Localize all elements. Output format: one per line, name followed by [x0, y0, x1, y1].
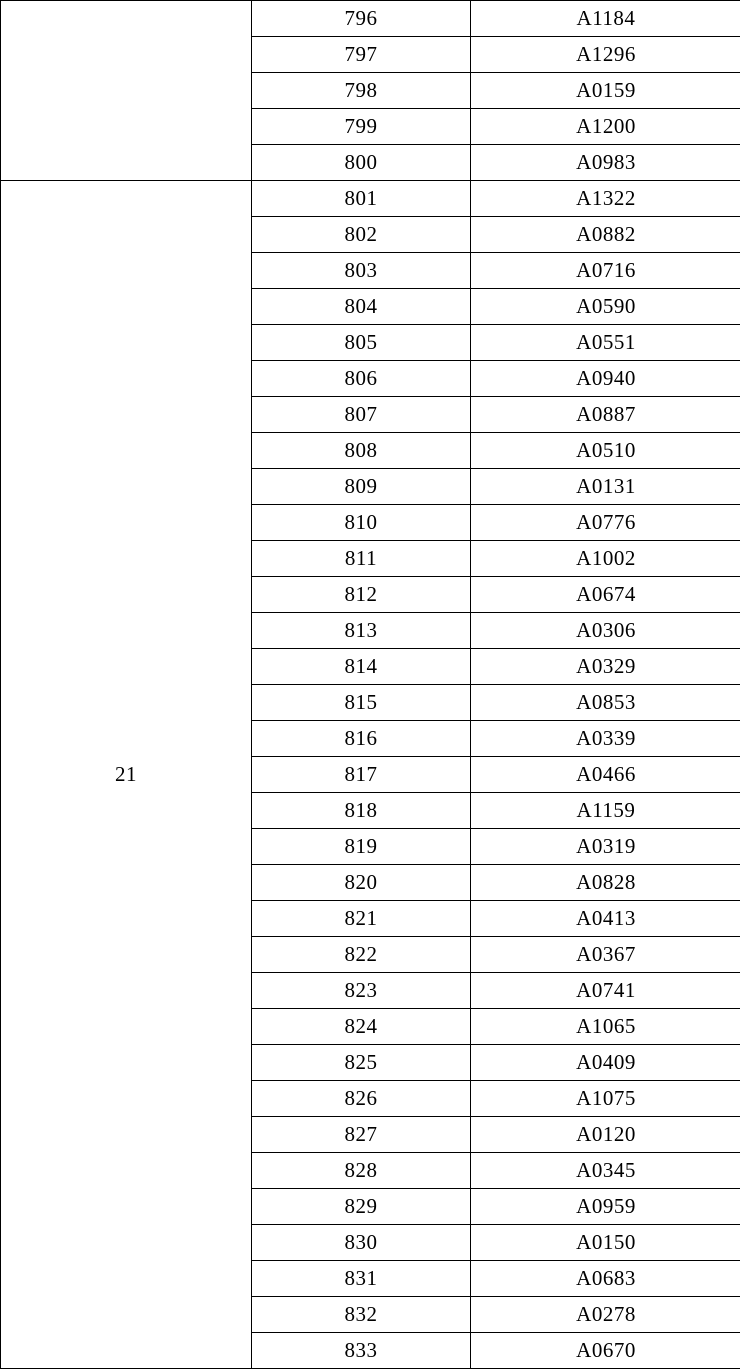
code-cell: A1065: [471, 1009, 740, 1045]
code-cell: A0367: [471, 937, 740, 973]
code-cell: A0683: [471, 1261, 740, 1297]
sequence-cell: 816: [252, 721, 471, 757]
group-cell: [1, 1, 252, 181]
code-cell: A0983: [471, 145, 740, 181]
code-cell: A0940: [471, 361, 740, 397]
table-row: [1, 181, 740, 217]
sequence-cell: 829: [252, 1189, 471, 1225]
sequence-cell: 797: [252, 37, 471, 73]
sequence-cell: 820: [252, 865, 471, 901]
sequence-cell: 833: [252, 1333, 471, 1369]
code-cell: A0959: [471, 1189, 740, 1225]
sequence-cell: 807: [252, 397, 471, 433]
sequence-cell: 828: [252, 1153, 471, 1189]
code-cell: A0716: [471, 253, 740, 289]
sequence-cell: 823: [252, 973, 471, 1009]
code-cell: A1200: [471, 109, 740, 145]
sequence-cell: 804: [252, 289, 471, 325]
sequence-cell: 822: [252, 937, 471, 973]
code-cell: A0828: [471, 865, 740, 901]
sequence-cell: 810: [252, 505, 471, 541]
sequence-cell: 831: [252, 1261, 471, 1297]
code-cell: A0551: [471, 325, 740, 361]
code-cell: A0882: [471, 217, 740, 253]
sequence-cell: 798: [252, 73, 471, 109]
code-cell: A0466: [471, 757, 740, 793]
sequence-cell: 803: [252, 253, 471, 289]
code-cell: A0131: [471, 469, 740, 505]
code-cell: A0590: [471, 289, 740, 325]
sequence-cell: 824: [252, 1009, 471, 1045]
sequence-cell: 818: [252, 793, 471, 829]
records-table-body: [1, 1, 740, 1369]
sequence-cell: 802: [252, 217, 471, 253]
sequence-cell: 830: [252, 1225, 471, 1261]
code-cell: A0413: [471, 901, 740, 937]
code-cell: A1296: [471, 37, 740, 73]
code-cell: A0150: [471, 1225, 740, 1261]
sequence-cell: 812: [252, 577, 471, 613]
code-cell: A0776: [471, 505, 740, 541]
sequence-cell: 826: [252, 1081, 471, 1117]
sequence-cell: 814: [252, 649, 471, 685]
sequence-cell: 813: [252, 613, 471, 649]
sequence-cell: 825: [252, 1045, 471, 1081]
code-cell: A0319: [471, 829, 740, 865]
code-cell: A0159: [471, 73, 740, 109]
group-cell: 21: [1, 181, 252, 1369]
table-row: [1, 1, 740, 37]
code-cell: A0670: [471, 1333, 740, 1369]
sequence-cell: 799: [252, 109, 471, 145]
code-cell: A0345: [471, 1153, 740, 1189]
code-cell: A0278: [471, 1297, 740, 1333]
code-cell: A0510: [471, 433, 740, 469]
code-cell: A0887: [471, 397, 740, 433]
code-cell: A0306: [471, 613, 740, 649]
code-cell: A1002: [471, 541, 740, 577]
sequence-cell: 805: [252, 325, 471, 361]
code-cell: A0329: [471, 649, 740, 685]
sequence-cell: 811: [252, 541, 471, 577]
code-cell: A0409: [471, 1045, 740, 1081]
code-cell: A0674: [471, 577, 740, 613]
sequence-cell: 819: [252, 829, 471, 865]
code-cell: A0853: [471, 685, 740, 721]
sequence-cell: 796: [252, 1, 471, 37]
sequence-cell: 806: [252, 361, 471, 397]
sequence-cell: 801: [252, 181, 471, 217]
code-cell: A1075: [471, 1081, 740, 1117]
sequence-cell: 808: [252, 433, 471, 469]
code-cell: A0741: [471, 973, 740, 1009]
sequence-cell: 821: [252, 901, 471, 937]
sequence-cell: 827: [252, 1117, 471, 1153]
code-cell: A1322: [471, 181, 740, 217]
sequence-cell: 815: [252, 685, 471, 721]
code-cell: A0120: [471, 1117, 740, 1153]
sequence-cell: 800: [252, 145, 471, 181]
code-cell: A1159: [471, 793, 740, 829]
sequence-cell: 809: [252, 469, 471, 505]
code-cell: A1184: [471, 1, 740, 37]
code-cell: A0339: [471, 721, 740, 757]
sequence-cell: 817: [252, 757, 471, 793]
sequence-cell: 832: [252, 1297, 471, 1333]
